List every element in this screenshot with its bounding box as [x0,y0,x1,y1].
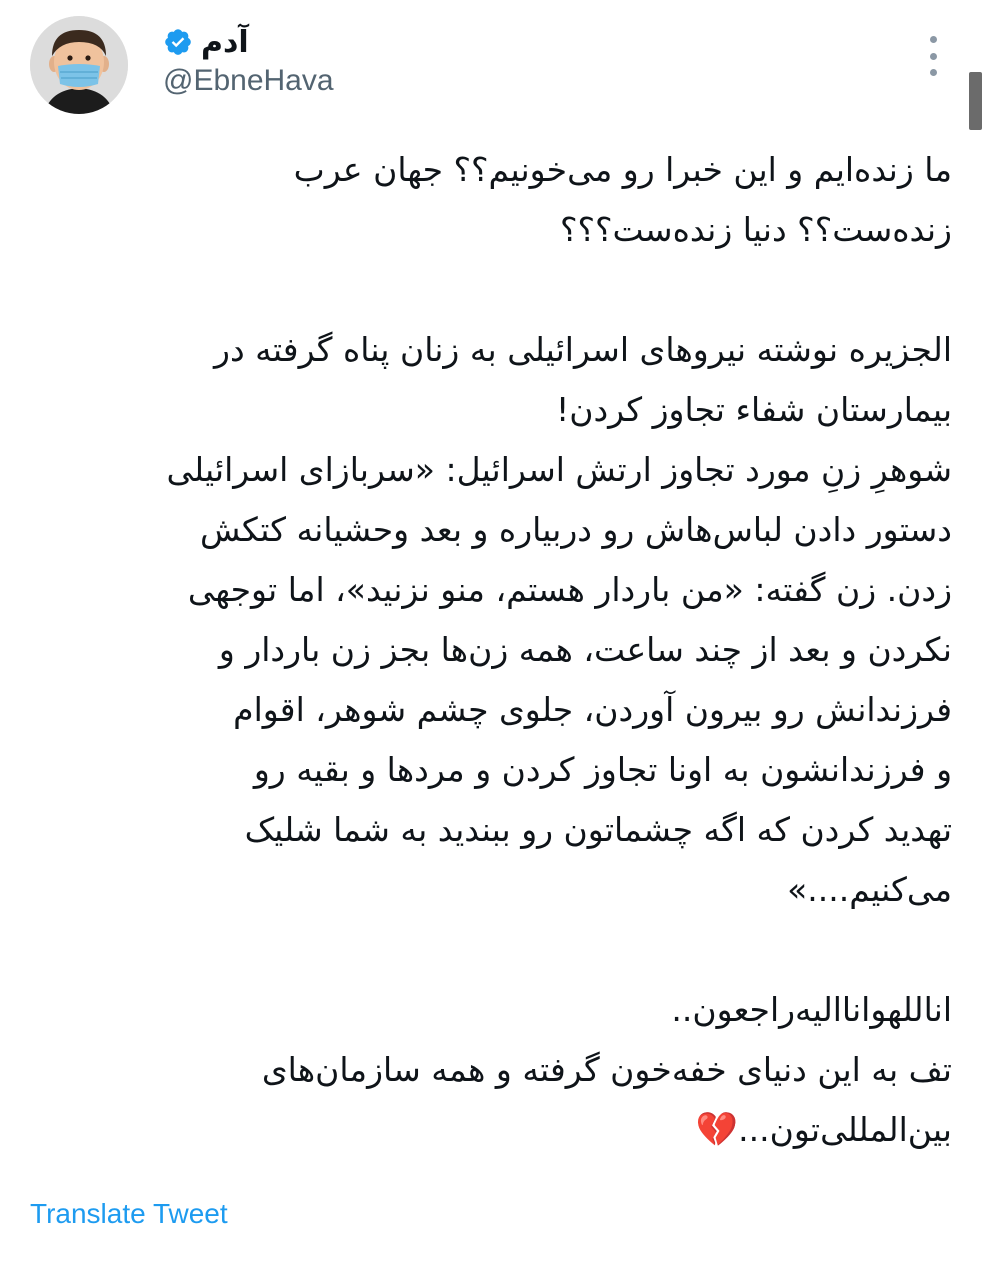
tweet-line: زنده‌ست؟؟ دنیا زنده‌ست؟؟؟ [559,210,952,249]
tweet-line: ما زنده‌ایم و این خبرا رو می‌خونیم؟؟ جهان عرب [293,150,952,189]
tweet-line: بیمارستان شفاء تجاوز کردن! [556,390,952,429]
author-name-row [163,22,249,62]
tweet-line: می‌کنیم....» [787,870,952,909]
more-vertical-icon[interactable] [918,36,948,76]
tweet-line-text: بین‌المللی‌تون... [738,1110,952,1149]
broken-heart-icon: 💔 [695,1110,739,1150]
tweet-line-last [20,1100,952,1160]
tweet-line: فرزندانش رو بیرون آوردن، جلوی چشم شوهر، اقوام [233,690,952,729]
tweet-line: تف به این دنیای خفه‌خون گرفته و همه سازمان‌های [261,1050,952,1089]
user-handle[interactable]: @EbneHava [163,64,334,97]
more-dot [930,53,937,60]
tweet-line: شوهرِ زنِ مورد تجاوز ارتش اسرائیل: «سربازای اسرائیلی [166,450,952,489]
tweet-line: زدن. زن گفته: «من باردار هستم، منو نزنید»، اما توجهی [187,570,952,609]
display-name[interactable]: آدم [201,24,249,60]
avatar-child-with-mask-icon [30,16,128,114]
tweet-text [20,140,952,1160]
tweet-line-blank [20,920,952,980]
more-dot [930,69,937,76]
tweet-line: دستور دادن لباس‌هاش رو دربیاره و بعد وحشیانه کتکش [199,510,952,549]
scrollbar-thumb[interactable] [969,72,982,130]
more-dot [930,36,937,43]
tweet-line: و فرزندانشون به اونا تجاوز کردن و مردها و بقیه رو [253,750,952,789]
tweet-line: نکردن و بعد از چند ساعت، همه زن‌ها بجز زن باردار و [218,630,952,669]
tweet-line: الجزیره نوشته نیروهای اسرائیلی به زنان پناه گرفته در [214,330,952,369]
verified-badge-icon [163,27,193,57]
tweet-line-blank [20,260,952,320]
tweet-line: اناللهوانااليه‌راجعون.. [671,990,952,1029]
translate-tweet-link[interactable]: Translate Tweet [30,1198,228,1229]
tweet-line: تهدید کردن که اگه چشماتون رو ببندید به شما شلیک [244,810,952,849]
avatar[interactable] [30,16,128,114]
